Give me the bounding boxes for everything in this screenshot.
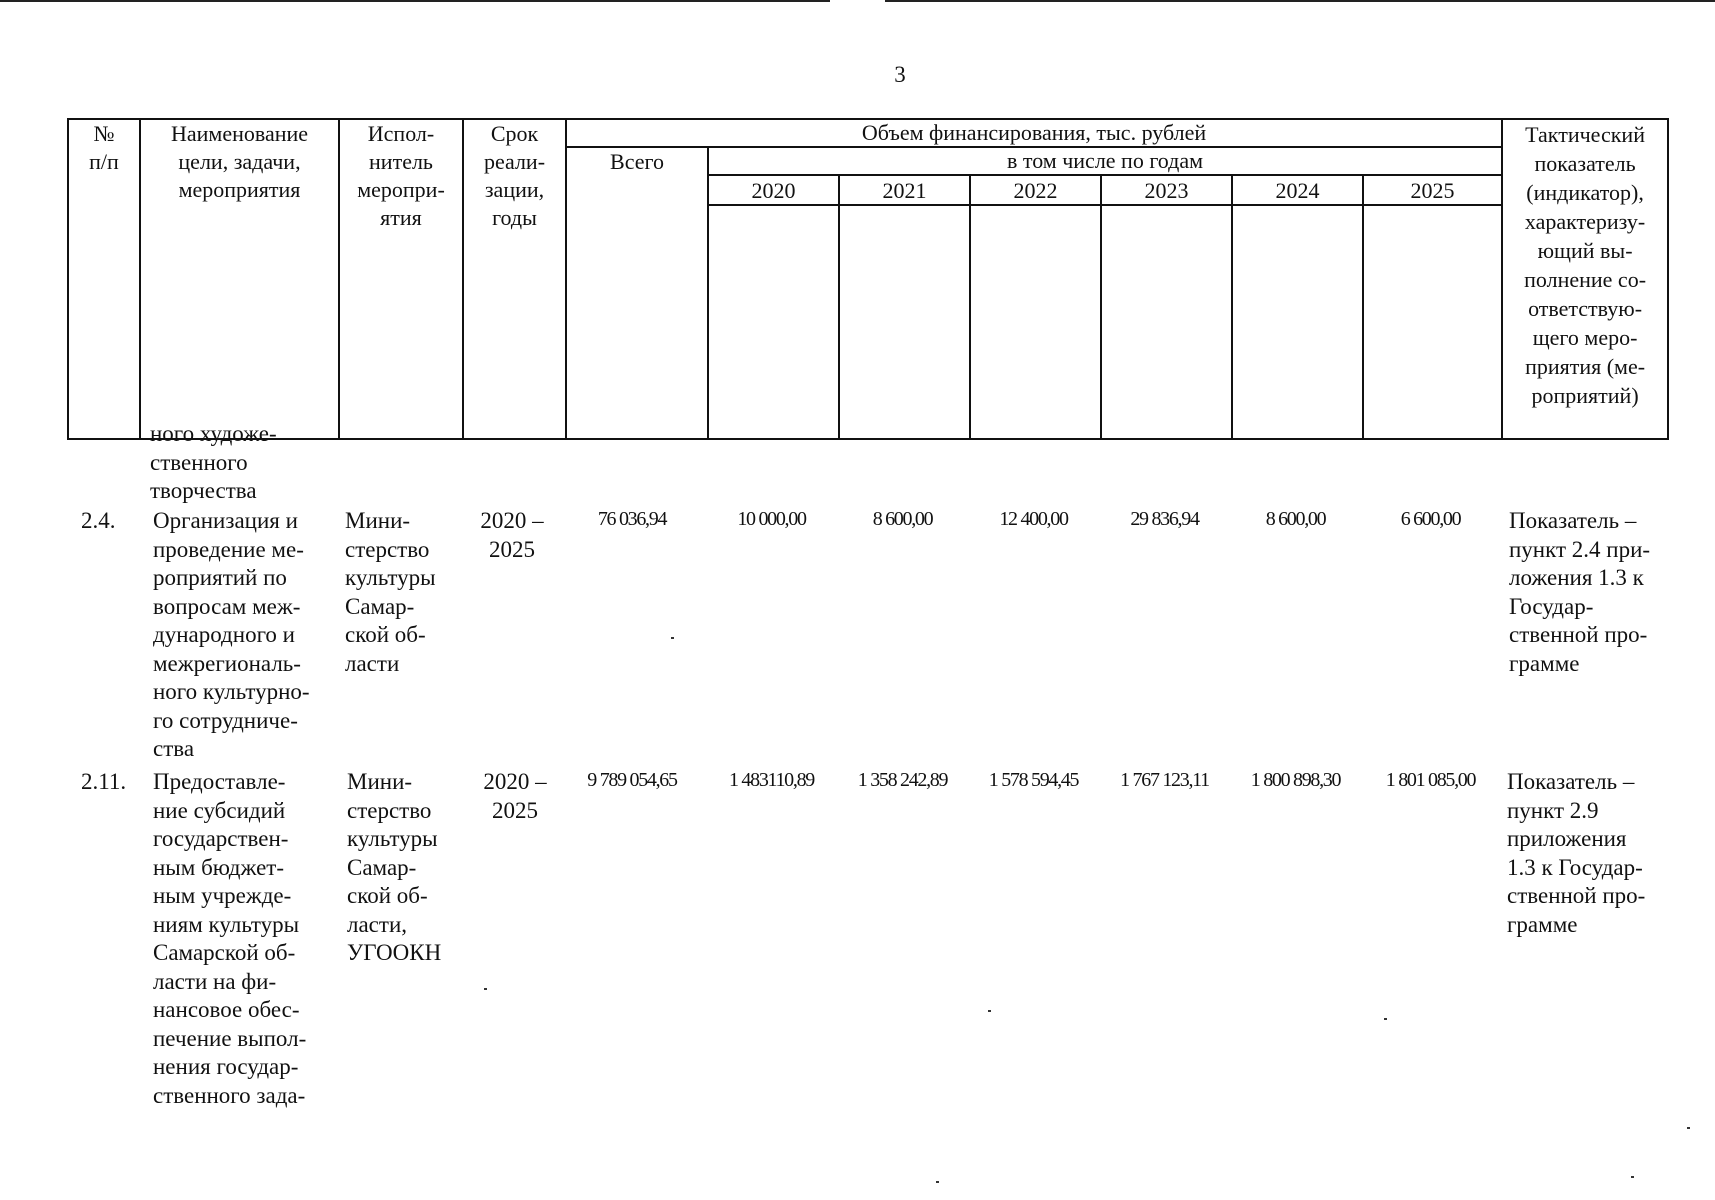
header-year-2023-body — [1101, 205, 1232, 439]
header-name: Наименование цели, задачи, мероприятия — [140, 119, 339, 439]
row-2-4-2020: 10 000,00 — [737, 508, 806, 530]
row-2-4-term: 2020 – 2025 — [480, 508, 544, 562]
header-by-years: в том числе по годам — [708, 147, 1502, 175]
row-2-11-2022: 1 578 594,45 — [988, 769, 1079, 791]
header-no: № п/п — [68, 119, 140, 439]
row-2-4-no: 2.4. — [81, 508, 116, 533]
row-2-11-no: 2.11. — [81, 769, 127, 794]
row-2-4-2024: 8 600,00 — [1265, 508, 1326, 530]
row-2-11-name: Предоставле- ние субсидий государствен- ным бюджет- ным учрежде- ниям культуры Самарской об- ласти на фи- нансовое обес- печение выпол- нения государ- ственного зада- — [153, 769, 307, 1108]
header-financing: Объем финансирования, тыс. рублей — [566, 119, 1502, 147]
header-executor: Испол- нитель меропри- ятия — [339, 119, 463, 439]
row-2-4-executor: Мини- стерство культуры Самар- ской об- ласти — [345, 508, 436, 676]
row-2-4-2022: 12 400,00 — [999, 508, 1068, 530]
header-year-2025: 2025 — [1363, 175, 1502, 205]
scan-edge-left — [0, 0, 830, 2]
row-2-11-indicator: Показатель – пункт 2.9 приложения 1.3 к Государ- ственной про- грамме — [1507, 769, 1646, 937]
row-2-11-2020: 1 483110,89 — [729, 769, 814, 791]
header-total: Всего — [566, 147, 708, 439]
row-2-4-total: 76 036,94 — [597, 508, 667, 530]
header-year-2022-body — [970, 205, 1101, 439]
row-2-11-executor: Мини- стерство культуры Самар- ской об- ласти, УГООКН — [347, 769, 442, 965]
header-year-2023: 2023 — [1101, 175, 1232, 205]
header-year-2024: 2024 — [1232, 175, 1363, 205]
row-2-11-2023: 1 767 123,11 — [1120, 769, 1209, 791]
row-2-11-2025: 1 801 085,00 — [1385, 769, 1476, 791]
row-2-4-2023: 29 836,94 — [1130, 508, 1199, 530]
page-number: 3 — [894, 62, 906, 87]
header-year-2021: 2021 — [839, 175, 970, 205]
scan-speck — [988, 1010, 991, 1012]
continuation-text: ного художе- ственного творчества — [150, 421, 277, 503]
header-year-2020: 2020 — [708, 175, 839, 205]
header-year-2025-body — [1363, 205, 1502, 439]
row-2-4-indicator: Показатель – пункт 2.4 при- ложения 1.3 к Государ- ственной про- грамме — [1509, 508, 1651, 676]
header-year-2021-body — [839, 205, 970, 439]
header-indicator: Тактический показатель (индикатор), характеризу- ющий вы- полнение со- ответствую- щего меро- приятия (ме- роприятий) — [1502, 119, 1668, 439]
scan-speck — [1384, 1018, 1387, 1020]
row-2-11-term: 2020 – 2025 — [483, 769, 547, 823]
row-2-11-total: 9 789 054,65 — [587, 769, 677, 791]
row-2-4-2025: 6 600,00 — [1400, 508, 1461, 530]
header-year-2022: 2022 — [970, 175, 1101, 205]
row-2-11-2024: 1 800 898,30 — [1250, 769, 1341, 791]
scan-speck — [1631, 1176, 1634, 1178]
scan-speck — [671, 637, 674, 639]
header-term: Срок реали- зации, годы — [463, 119, 566, 439]
table-header — [67, 118, 1669, 440]
scan-edge-right — [885, 0, 1715, 2]
header-year-2020-body — [708, 205, 839, 439]
scan-speck — [1687, 1127, 1690, 1129]
row-2-11-2021: 1 358 242,89 — [857, 769, 948, 791]
scan-speck — [484, 988, 487, 990]
scan-speck — [936, 1181, 939, 1183]
row-2-4-name: Организация и проведение ме- роприятий по вопросам меж- дународного и межрегиональ- ного культурно- го сотрудниче- ства — [153, 508, 310, 761]
row-2-4-2021: 8 600,00 — [872, 508, 933, 530]
header-year-2024-body — [1232, 205, 1363, 439]
